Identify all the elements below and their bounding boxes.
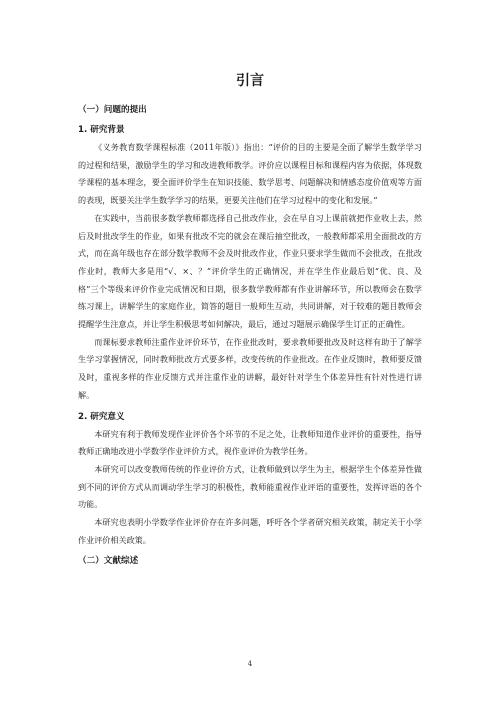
paragraph-standard-requirements: 而课标要求教师注重作业评价环节，在作业批改时，要求教师要批改及时这样有助于了解学生学习掌握情况，同时教师批改方式要多样，改变传统的作业批改。在作业反馈时，教师要反馈及时，重视多样的作业反馈方式并注重作业的讲解，最好针对学生个体差异性有针对性进行讲解。 [78,336,422,400]
paragraph-significance-2: 本研究可以改变教师传统的作业评价方式，让教师做到以学生为主，根据学生个体差异性做到不同的评价方式从而调动学生学习的积极性，教师能重视作业评语的重要性，发挥评语的各个功能。 [78,463,422,510]
section-heading-literature-review: （二）文献综述 [78,556,139,567]
page-content [78,72,422,575]
section-heading-problem: （一）问题的提出 [78,105,147,115]
subsection-heading-significance: 2. 研究意义 [78,411,125,422]
paragraph-curriculum-standard: 《义务教育数学课程标准（2011年版）》指出：“评价的目的主要是全面了解学生数学学习的过程和结果，激励学生的学习和改进教师教学。评价应以课程目标和课程内容为依据，体现数学课程的基本理念，要全面评价学生在知识技能、数学思考、问题解决和情感态度价值观等方面的表现，既要关注学生数学学习的结果，更要关注他们在学习过程中的变化和发展。” [78,142,422,206]
page-number: 4 [247,660,253,668]
page-title: 引言 [236,73,264,89]
paragraph-significance-3: 本研究也表明小学数学作业评价存在许多问题，呼吁各个学者研究相关政策，制定关于小学作业评价相关政策。 [78,517,422,545]
paragraph-significance-1: 本研究有利于教师发现作业评价各个环节的不足之处，让教师知道作业评价的重要性，指导教师正确地改进小学数学作业评价方式，视作业评价为教学任务。 [78,428,422,457]
paragraph-practice: 在实践中，当前很多数学教师都选择自己批改作业，会在早自习上课前就把作业收上去，然后及时批改学生的作业，如果有批改不完的就会在课后抽空批改，一般教师都采用全面批改的方式，而在高年级也存在部分数学教师不会及时批改作业，作业只要求学生做而不会批改，在批改作业时，教师大多是用“√、×、？”评价学生的正确情况，并在学生作业最后划“优、良、及格”三个等级来评价作业完成情况和日期，很多数学教师都有作业讲解环节，所以教师会在数学练习课上，讲解学生的家庭作业，简答的题目一般师生互动，共同讲解，对于较难的题目教师会提醒学生注意点，并让学生积极思考如何解决，最后，通过习题展示确保学生订正的正确性。 [78,212,422,330]
subsection-heading-background: 1. 研究背景 [78,125,125,135]
